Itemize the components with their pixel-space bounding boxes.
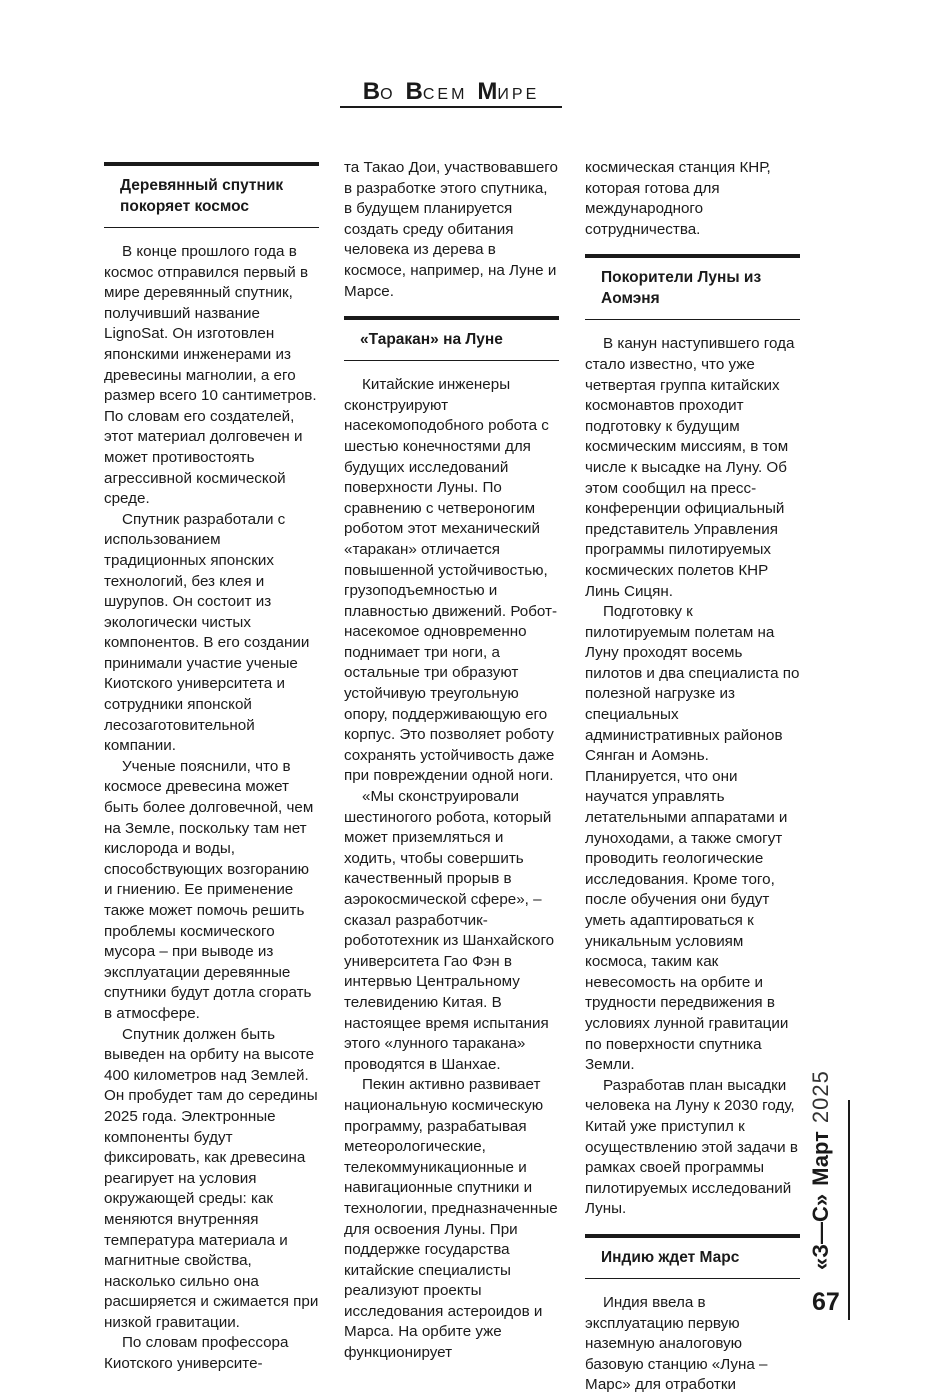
article-heading-macau: Покорители Луны из Аомэня	[585, 254, 800, 320]
magazine-issue-label	[808, 1070, 834, 1270]
magazine-name: «З—С»	[808, 1193, 833, 1270]
side-rule	[848, 1100, 850, 1320]
column-1	[104, 158, 319, 1375]
paragraph: Индия ввела в эксплуатацию первую наземную аналоговую базовую станцию «Луна – Марс» для отработки	[585, 1293, 768, 1394]
header-word-1	[363, 78, 396, 106]
paragraph: В канун наступившего года стало известно, что уже четвертая группа китайских космонавтов проходит подготовку к будущим космическим миссиям, в том числе к высадке на Луну. Об этом сообщил на пресс-конференции официальный представитель Управления программы пилотируемых космических полетов КНР Линь Сицян.	[585, 335, 795, 600]
issue-year: 2025	[808, 1070, 833, 1124]
paragraph: Спутник должен быть выведен на орбиту на высоте 400 километров над Землей. Он пробудет там до середины 2025 года. Электронные компоненты будут фиксировать, как древесина реагирует на условия окружающей среды: как меняются внутренняя температура материала и магнитные свойства, насколько сильно она расширяется и сжимается при низкой гравитации.	[104, 1025, 319, 1331]
article-heading-cockroach: «Таракан» на Луне	[344, 316, 559, 361]
column-3	[585, 158, 800, 1396]
header-cap-2: В	[405, 78, 423, 105]
paragraph: Разработав план высадки человека на Луну к 2030 году, Китай уже приступил к осуществлению этой задачи в рамках своей программы пилотируемых исследований Луны.	[585, 1076, 798, 1218]
header-rule	[340, 106, 562, 108]
header-word-2	[406, 78, 468, 106]
paragraph: В конце прошлого года в космос отправился первый в мире деревянный спутник, получивший название LignoSat. Он изготовлен японскими инженерами из древесины магнолии, а его размер всего 10 сантиметров. По словам его создателей, этот материал долговечен и может противостоять агрессивной космической среде.	[104, 243, 317, 508]
header-rest-3: ИРЕ	[497, 86, 540, 103]
header-word-3	[477, 78, 539, 106]
header-cap-3: М	[477, 78, 498, 105]
column-2	[344, 158, 559, 1364]
paragraph: Китайские инженеры сконструируют насекомоподобного робота с шестью конечностями для будущих исследований поверхности Луны. По сравнению с четвероногим роботом этот механический «таракан» отличается повышенной устойчивостью, грузоподъемностью и плавностью движений. Робот-насекомое одновременно поднимает три ноги, а остальные три образуют устойчивую треугольную опору, поддерживающую его корпус. Это позволяет роботу сохранять устойчивость даже при повреждении одной ноги.	[344, 376, 558, 785]
paragraph: Пекин активно развивает национальную космическую программу, разрабатывая метеорологические, телекоммуникационные и навигационные спутники и технологии, предназначенные для освоения Луны. При поддержке государства китайские специалисты реализуют проекты исследования астероидов и Марса. На орбите уже функционирует	[344, 1076, 558, 1362]
header-rest-2: СЕМ	[422, 86, 468, 103]
paragraph: Подготовку к пилотируемым полетам на Луну проходят восемь пилотов и два специалиста по полезной нагрузке из специальных административных районов Сянган и Аомэнь. Планируется, что они научатся управлять летательными аппаратами и луноходами, а также смогут проводить геологические исследования. Кроме того, после обучения они будут уметь адаптироваться к уникальным условиям космоса, таким как невесомость на орбите и трудности передвижения в условиях лунной гравитации по поверхности спутника Земли.	[585, 603, 800, 1074]
article-heading-india: Индию ждет Марс	[585, 1234, 800, 1279]
paragraph: Ученые пояснили, что в космосе древесина может быть более долговечной, чем на Земле, поскольку там нет кислорода и воды, способствующих возгоранию и гниению. Ее применение также может помочь решить проблемы космического мусора – при выводе из эксплуатации деревянные спутники будут дотла сгорать в атмосфере.	[104, 757, 314, 1022]
paragraph: Спутник разработали с использованием традиционных японских технологий, без клея и шурупов. Он состоит из экологически чистых компонентов. В его создании принимали участие ученые Киотского университета и сотрудники японской лесозаготовительной компании.	[104, 510, 310, 755]
header-rest-1: О	[380, 86, 396, 103]
issue-month: Март	[808, 1131, 833, 1186]
page-number: 67	[812, 1288, 840, 1316]
paragraph: «Мы сконструировали шестиногого робота, который может приземляться и ходить, чтобы совершить качественный прорыв в аэрокосмической сфере», – сказал разработчик-робототехник из Шанхайского университета Гао Фэн в интервью Центральному телевидению Китая. В настоящее время испытания этого «лунного таракана» проводятся в Шанхае.	[344, 788, 555, 1073]
paragraph: космическая станция КНР, которая готова для международного сотрудничества.	[585, 159, 771, 238]
article-heading-wooden-satellite: Деревянный спутник покоряет космос	[104, 162, 319, 228]
header-cap-1: В	[362, 78, 381, 105]
section-header	[340, 78, 562, 106]
paragraph: та Такао Дои, участвовавшего в разработке этого спутника, в будущем планируется создать среду обитания человека из дерева в космосе, например, на Луне и Марсе.	[344, 159, 558, 300]
paragraph: По словам профессора Киотского университе-	[104, 1334, 289, 1373]
